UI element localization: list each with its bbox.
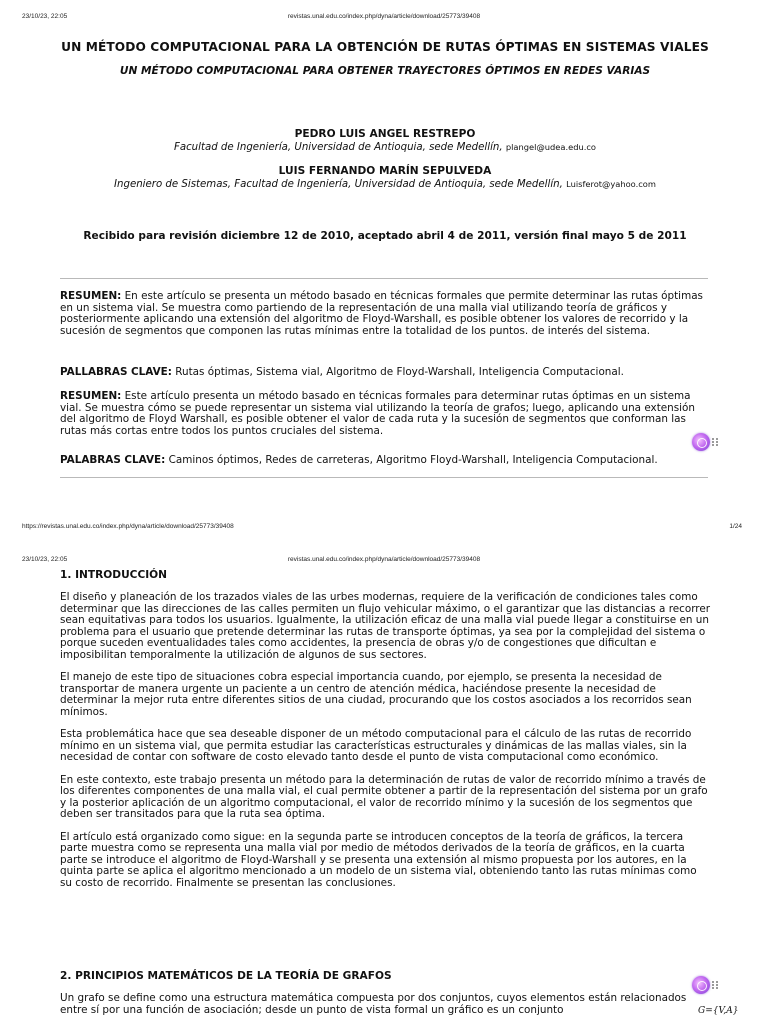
abstract-text: Este artículo presenta un método basado en técnicas formales para determinar rutas óptimas en un sistema vial. Se muestra cómo se puede representar un sistema vial utilizando la teoría de grafos; luego, aplicando una extensión del algoritmo de Floyd Warshall, es posible obtener el valor de cada ruta y la sucesión de segmentos que conforman las rutas más cortas entre todos los puntos cruciales del sistema. bbox=[60, 390, 695, 437]
author-affiliation bbox=[40, 179, 730, 190]
abstract-spanish bbox=[60, 291, 710, 337]
floating-assistant-widget[interactable] bbox=[692, 973, 726, 997]
body-paragraph: El diseño y planeación de los trazados viales de las urbes modernas, requiere de la verificación de condiciones tales como determinar que las direcciones de las calles permiten un flujo vehicular máximo, o el garantizar que las distancias a recorrer sean equitativas para todos los usuarios. Igualmente, la utilización eficaz de una malla vial puede llegar a constituirse en un problema para el usuario que pretende determinar las rutas de transporte óptimas, ya sea por la complejidad del sistema o porque suceden eventualidades tales como accidentes, la presencia de obras y/o de congestiones que dificultan e imposibilitan temporalmente la utilización de algunos de sus sectores. bbox=[60, 591, 710, 661]
body-paragraph: El manejo de este tipo de situaciones cobra especial importancia cuando, por ejemplo, se presenta la necesidad de transportar de manera urgente un paciente a un centro de atención médica, haciéndose presente la necesidad de determinar la mejor ruta entre diferentes sitios de una ciudad, procurando que los costos asociados a los recorridos sean mínimos. bbox=[60, 671, 692, 718]
divider bbox=[60, 278, 708, 279]
print-datetime: 23/10/23, 22:05 bbox=[22, 13, 68, 20]
keywords-label: PALLABRAS CLAVE: bbox=[60, 366, 172, 378]
author-2 bbox=[40, 165, 730, 190]
print-url: revistas.unal.edu.co/index.php/dyna/article/download/25773/39408 bbox=[287, 556, 481, 563]
divider bbox=[60, 477, 708, 478]
print-datetime: 23/10/23, 22:05 bbox=[22, 556, 68, 563]
paper-title-block bbox=[40, 40, 730, 77]
author-name: LUIS FERNANDO MARÍN SEPULVEDA bbox=[278, 165, 492, 177]
print-url: revistas.unal.edu.co/index.php/dyna/article/download/25773/39408 bbox=[287, 13, 481, 20]
section-heading: 2. PRINCIPIOS MATEMÁTICOS DE LA TEORÍA DE GRAFOS bbox=[60, 970, 392, 982]
section-1 bbox=[60, 569, 710, 889]
author-affiliation bbox=[40, 142, 730, 153]
abstract-text: En este artículo se presenta un método basado en técnicas formales que permite determinar las rutas óptimas en un sistema vial. Se muestra como partiendo de la representación de una malla vial utilizando teoría de gráficos y posteriormente aplicando una extensión del algoritmo de Floyd-Warshall, es posible obtener los valores de recorrido y la sucesión de segmentos que componen las rutas mínimas entre la totalidad de los puntos. de interés del sistema. bbox=[60, 290, 703, 337]
drag-grip-icon[interactable] bbox=[712, 981, 719, 989]
affiliation-text: Ingeniero de Sistemas, Facultad de Ingeniería, Universidad de Antioquia, sede Medellín, bbox=[114, 179, 563, 190]
keywords-label: PALABRAS CLAVE: bbox=[60, 454, 166, 466]
author-name: PEDRO LUIS ANGEL RESTREPO bbox=[294, 128, 476, 140]
keywords-alternate bbox=[60, 455, 710, 467]
received-dates: Recibido para revisión diciembre 12 de 2010, aceptado abril 4 de 2011, versión final mayo 5 de 2011 bbox=[83, 230, 687, 242]
keywords-text: Caminos óptimos, Redes de carreteras, Algoritmo Floyd-Warshall, Inteligencia Computacional. bbox=[165, 454, 658, 466]
abstract-label: RESUMEN: bbox=[60, 390, 122, 402]
received-dates-block bbox=[40, 230, 730, 242]
abstract-paragraph bbox=[60, 291, 710, 337]
section-heading: 1. INTRODUCCIÓN bbox=[60, 569, 168, 581]
body-paragraph: En este contexto, este trabajo presenta un método para la determinación de rutas de valor de recorrido mínimo a través de los diferentes componentes de una malla vial, el cual permite obtener a partir de la representación del sistema por un grafo y la posterior aplicación de un algoritmo computacional, el valor de recorrido mínimo y la sucesión de los segmentos que deben ser transitados para que la ruta sea óptima. bbox=[60, 773, 708, 820]
paper-subtitle: UN MÉTODO COMPUTACIONAL PARA OBTENER TRAYECTORES ÓPTIMOS EN REDES VARIAS bbox=[119, 65, 651, 77]
keywords-paragraph bbox=[60, 455, 710, 467]
print-footer-page-1 bbox=[0, 523, 768, 537]
abstract-paragraph bbox=[60, 391, 710, 437]
body-paragraph: El artículo está organizado como sigue: en la segunda parte se introducen conceptos de la teoría de gráficos, la tercera parte muestra como se representa una malla vial por medio de métodos derivados de la teoría de gráficos, en la cuarta parte se introduce el algoritmo de Floyd-Warshall y se presenta una extensión al mismo propuesta por los autores, en la quinta parte se aplica el algoritmo mencionado a un modelo de un sistema vial, obteniendo tanto las rutas mínimas como su costo de recorrido. Finalmente se presentan las conclusiones. bbox=[60, 830, 697, 889]
body-paragraph: Un grafo se define como una estructura matemática compuesta por dos conjuntos, cuyos elementos están relacionados entre sí por una función de asociación; desde un punto de vista formal un gráfico es un conjunto bbox=[60, 992, 687, 1016]
ai-assistant-orb-icon[interactable] bbox=[692, 976, 710, 994]
body-paragraph: Esta problemática hace que sea deseable disponer de un método computacional para el cálculo de las rutas de recorrido mínimo en un sistema vial, que permita estudiar las características estructurales y dinámicas de las mallas viales, sin la necesidad de contar con software de costo elevado tanto desde el punto de vista computacional como económico. bbox=[60, 728, 692, 763]
author-email[interactable]: Luisferot@yahoo.com bbox=[566, 179, 656, 189]
keywords-text: Rutas óptimas, Sistema vial, Algoritmo de Floyd-Warshall, Inteligencia Computacional. bbox=[171, 366, 624, 378]
author-1 bbox=[40, 128, 730, 153]
section-2 bbox=[60, 970, 710, 1016]
abstract-label: RESUMEN: bbox=[60, 290, 122, 302]
print-page-number: 1/24 bbox=[729, 523, 742, 530]
print-header-page-1 bbox=[0, 13, 768, 27]
paper-title: UN MÉTODO COMPUTACIONAL PARA LA OBTENCIÓN DE RUTAS ÓPTIMAS EN SISTEMAS VIALES bbox=[61, 40, 709, 54]
print-footer-url: https://revistas.unal.edu.co/index.php/dyna/article/download/25773/39408 bbox=[22, 523, 234, 530]
set-formula: G={V,A} bbox=[698, 1006, 739, 1016]
floating-assistant-widget[interactable] bbox=[692, 430, 726, 454]
print-header-page-2 bbox=[0, 556, 768, 570]
abstract-alternate bbox=[60, 391, 710, 437]
keywords-paragraph bbox=[60, 367, 710, 379]
author-email[interactable]: plangel@udea.edu.co bbox=[505, 142, 597, 152]
ai-assistant-orb-icon[interactable] bbox=[692, 433, 710, 451]
drag-grip-icon[interactable] bbox=[712, 438, 719, 446]
keywords-spanish bbox=[60, 367, 710, 379]
affiliation-text: Facultad de Ingeniería, Universidad de Antioquia, sede Medellín, bbox=[173, 142, 503, 153]
